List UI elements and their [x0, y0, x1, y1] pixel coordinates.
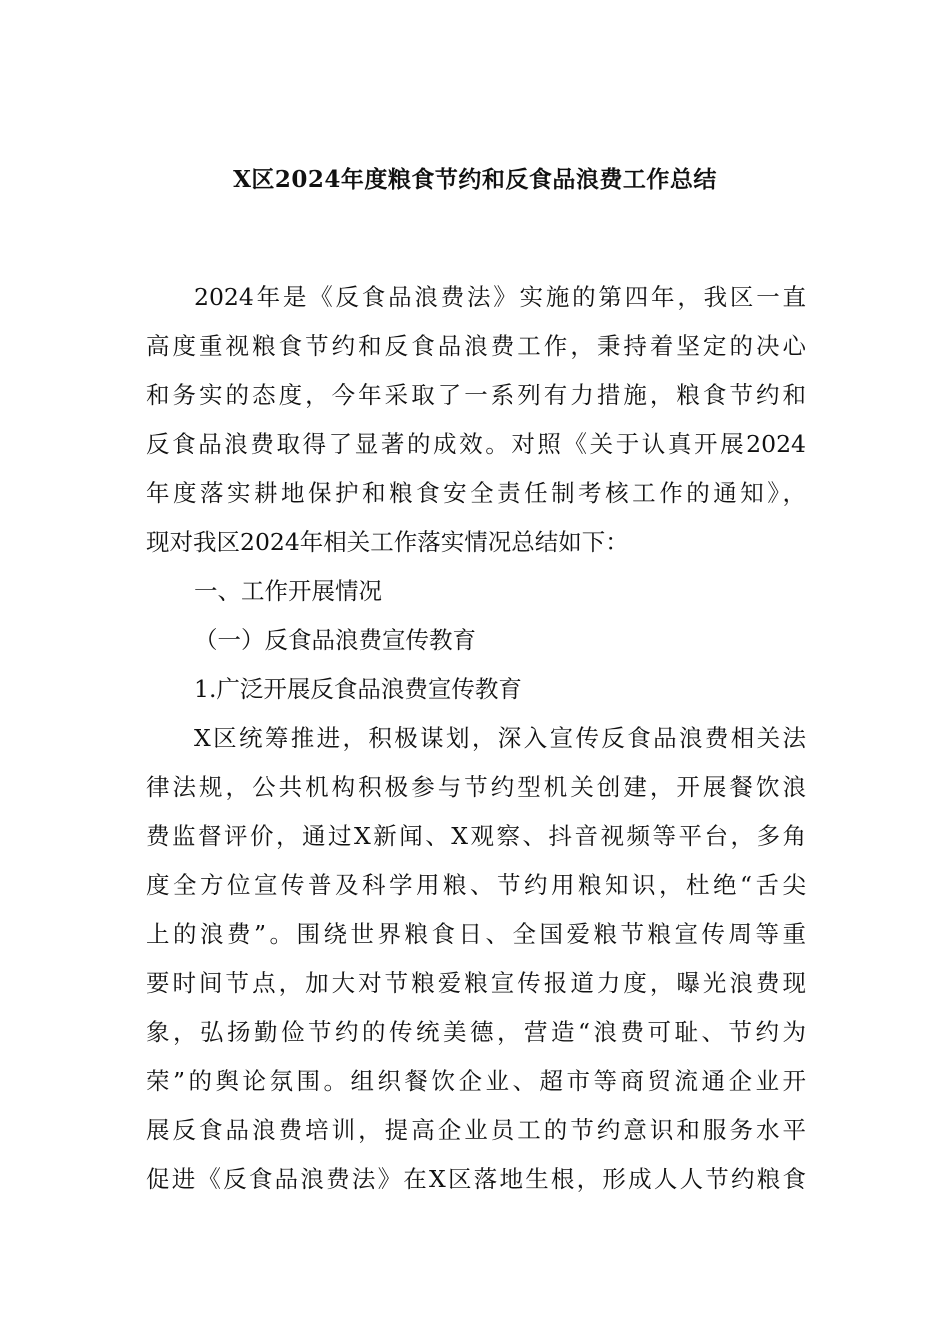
paragraph-line: 高度重视粮食节约和反食品浪费工作，秉持着坚定的决心 [146, 332, 806, 360]
paragraph-line: 上的浪费”。围绕世界粮食日、全国爱粮节粮宣传周等重 [146, 920, 806, 948]
paragraph-line: 现对我区2024年相关工作落实情况总结如下： [146, 528, 629, 556]
section-heading: 一、工作开展情况 [194, 577, 382, 605]
paragraph-line: 和务实的态度，今年采取了一系列有力措施，粮食节约和 [146, 381, 806, 409]
paragraph-line: 展反食品浪费培训，提高企业员工的节约意识和服务水平 [146, 1116, 806, 1144]
paragraph-line: 反食品浪费取得了显著的成效。对照《关于认真开展2024 [146, 430, 806, 458]
document-body [146, 273, 806, 1204]
paragraph-line: X区统筹推进，积极谋划，深入宣传反食品浪费相关法 [194, 724, 806, 752]
paragraph-line: 象，弘扬勤俭节约的传统美德，营造“浪费可耻、节约为 [146, 1018, 806, 1046]
paragraph-line: 年度落实耕地保护和粮食安全责任制考核工作的通知》， [146, 479, 806, 507]
paragraph-line: 2024年是《反食品浪费法》实施的第四年，我区一直 [194, 283, 806, 311]
paragraph-line: 促进《反食品浪费法》在X区落地生根，形成人人节约粮食 [146, 1165, 806, 1193]
paragraph-line: 要时间节点，加大对节粮爱粮宣传报道力度，曝光浪费现 [146, 969, 806, 997]
paragraph-line: 律法规，公共机构积极参与节约型机关创建，开展餐饮浪 [146, 773, 806, 801]
paragraph-line: 荣”的舆论氛围。组织餐饮企业、超市等商贸流通企业开 [146, 1067, 806, 1095]
document-title: X区2024年度粮食节约和反食品浪费工作总结 [233, 166, 717, 193]
paragraph-line: 度全方位宣传普及科学用粮、节约用粮知识，杜绝“舌尖 [146, 871, 806, 899]
item-heading: 1.广泛开展反食品浪费宣传教育 [194, 675, 522, 703]
subsection-heading: （一）反食品浪费宣传教育 [194, 626, 476, 654]
paragraph-line: 费监督评价，通过X新闻、X观察、抖音视频等平台，多角 [146, 822, 806, 850]
